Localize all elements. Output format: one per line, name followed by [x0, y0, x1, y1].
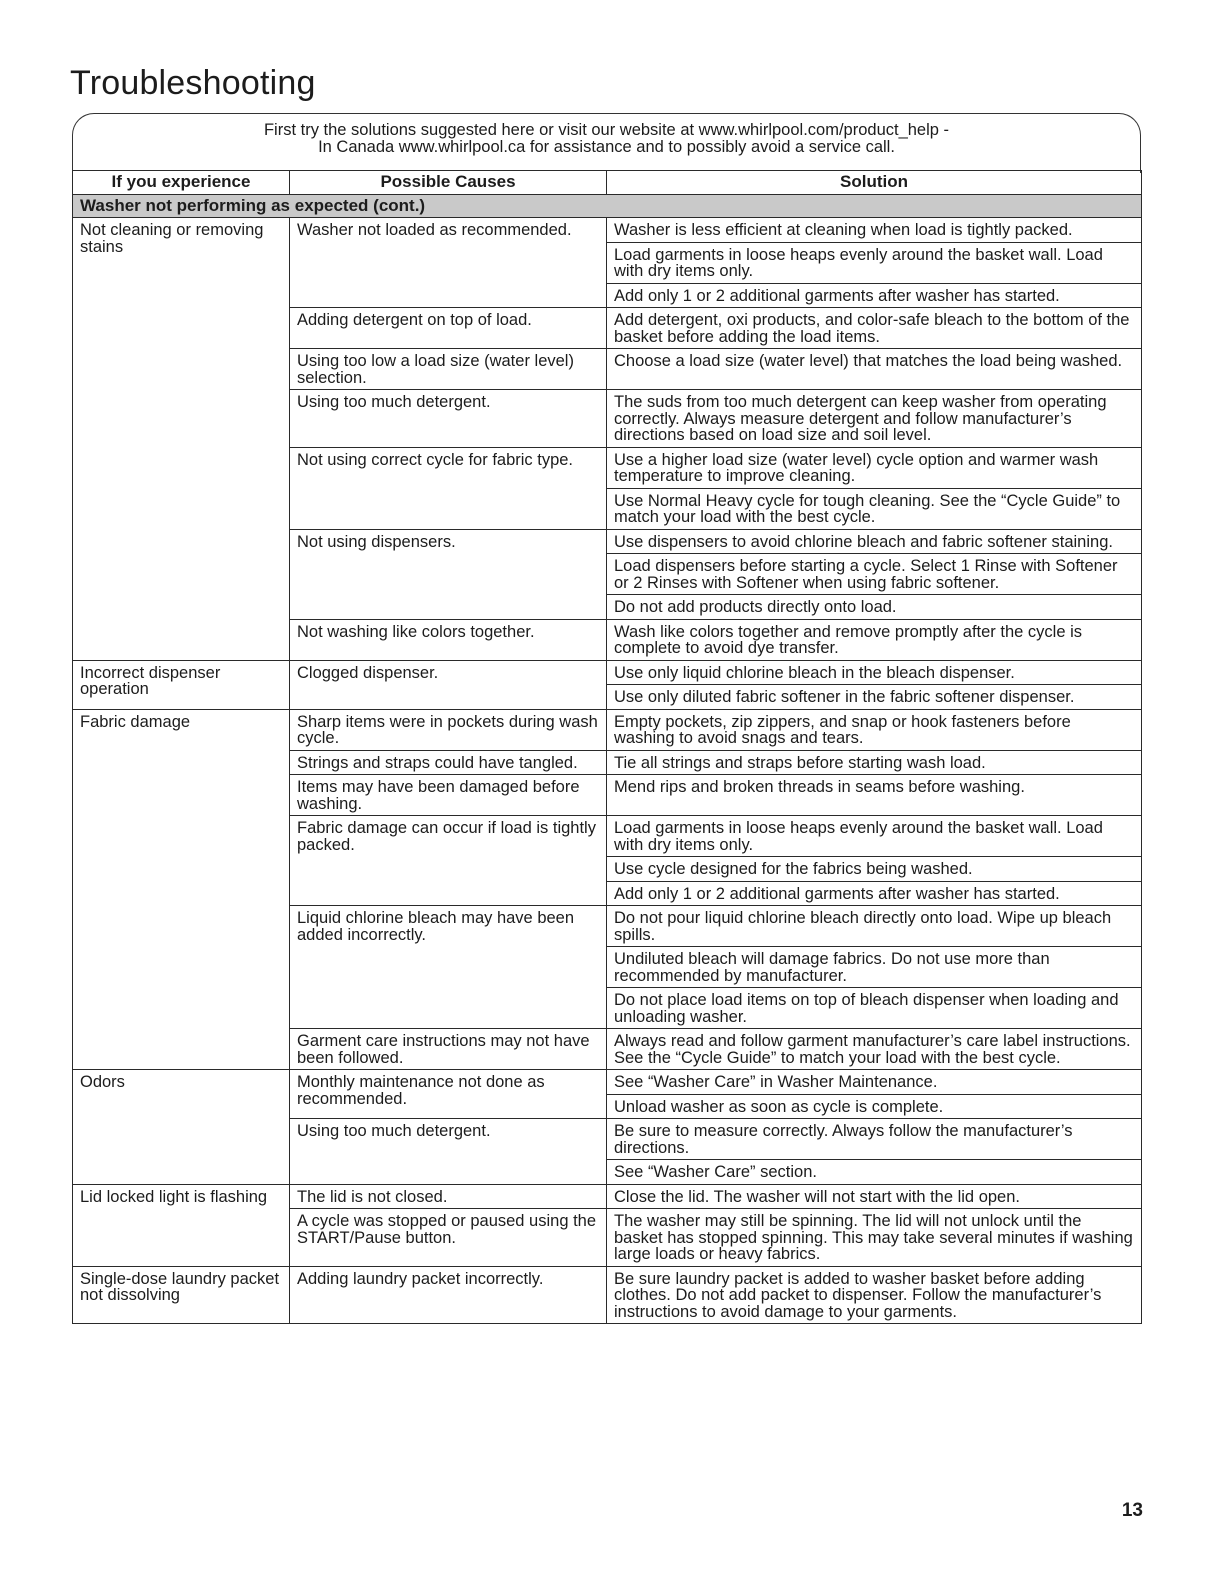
- solution-cell: Do not place load items on top of bleach dispenser when loading and unloading washer.: [607, 988, 1142, 1029]
- intro-line-1: First try the solutions suggested here or visit our website at www.whirlpool.com/product_help -: [263, 121, 950, 139]
- table-header-row: [73, 171, 1142, 195]
- problem-cell: Not cleaning or removing stains: [73, 218, 290, 661]
- cause-cell: Garment care instructions may not have been followed.: [290, 1029, 607, 1070]
- section-title: Washer not performing as expected (cont.): [73, 194, 1142, 218]
- solution-cell: Wash like colors together and remove promptly after the cycle is complete to avoid dye transfer.: [607, 619, 1142, 660]
- problem-cell: Fabric damage: [73, 709, 290, 1070]
- solution-cell: Be sure to measure correctly. Always follow the manufacturer’s directions.: [607, 1119, 1142, 1160]
- cause-cell: Not using correct cycle for fabric type.: [290, 447, 607, 529]
- solution-cell: Empty pockets, zip zippers, and snap or hook fasteners before washing to avoid snags and tears.: [607, 709, 1142, 750]
- cause-cell: Sharp items were in pockets during wash cycle.: [290, 709, 607, 750]
- header-solution: Solution: [607, 171, 1142, 195]
- table-body: [73, 194, 1142, 1324]
- cause-cell: Items may have been damaged before washing.: [290, 775, 607, 816]
- header-possible-causes: Possible Causes: [290, 171, 607, 195]
- cause-cell: Adding detergent on top of load.: [290, 308, 607, 349]
- solution-cell: Washer is less efficient at cleaning when load is tightly packed.: [607, 218, 1142, 243]
- cause-cell: Liquid chlorine bleach may have been added incorrectly.: [290, 906, 607, 1029]
- solution-cell: Mend rips and broken threads in seams before washing.: [607, 775, 1142, 816]
- solution-cell: See “Washer Care” section.: [607, 1160, 1142, 1185]
- intro-line-2: In Canada www.whirlpool.ca for assistance and to possibly avoid a service call.: [318, 138, 895, 156]
- solution-cell: Undiluted bleach will damage fabrics. Do not use more than recommended by manufacturer.: [607, 947, 1142, 988]
- table-row: [73, 1266, 1142, 1324]
- page-number: 13: [1121, 1500, 1143, 1521]
- solution-cell: Load dispensers before starting a cycle. Select 1 Rinse with Softener or 2 Rinses with Softener when using fabric softener.: [607, 554, 1142, 595]
- solution-cell: Use Normal Heavy cycle for tough cleaning. See the “Cycle Guide” to match your load with the best cycle.: [607, 488, 1142, 529]
- cause-cell: Using too much detergent.: [290, 390, 607, 448]
- cause-cell: A cycle was stopped or paused using the START/Pause button.: [290, 1209, 607, 1267]
- solution-cell: Use only diluted fabric softener in the fabric softener dispenser.: [607, 685, 1142, 710]
- cause-cell: Washer not loaded as recommended.: [290, 218, 607, 308]
- solution-cell: Use dispensers to avoid chlorine bleach and fabric softener staining.: [607, 529, 1142, 554]
- solution-cell: Do not add products directly onto load.: [607, 595, 1142, 620]
- table-row: [73, 218, 1142, 243]
- table-row: [73, 660, 1142, 685]
- solution-cell: Add only 1 or 2 additional garments after washer has started.: [607, 283, 1142, 308]
- section-row: [73, 194, 1142, 218]
- solution-cell: See “Washer Care” in Washer Maintenance.: [607, 1070, 1142, 1095]
- header-if-you-experience: If you experience: [73, 171, 290, 195]
- cause-cell: Strings and straps could have tangled.: [290, 750, 607, 775]
- solution-cell: Tie all strings and straps before starting wash load.: [607, 750, 1142, 775]
- solution-cell: Always read and follow garment manufacturer’s care label instructions. See the “Cycle Guide” to match your load with the best cycle.: [607, 1029, 1142, 1070]
- problem-cell: Incorrect dispenser operation: [73, 660, 290, 709]
- page-title: Troubleshooting: [70, 64, 316, 102]
- solution-cell: Choose a load size (water level) that matches the load being washed.: [607, 349, 1142, 390]
- cause-cell: Fabric damage can occur if load is tightly packed.: [290, 816, 607, 906]
- solution-cell: The washer may still be spinning. The lid will not unlock until the basket has stopped spinning. This may take several minutes if washing large loads or heavy fabrics.: [607, 1209, 1142, 1267]
- solution-cell: Do not pour liquid chlorine bleach directly onto load. Wipe up bleach spills.: [607, 906, 1142, 947]
- table-row: [73, 709, 1142, 750]
- solution-cell: Add only 1 or 2 additional garments after washer has started.: [607, 881, 1142, 906]
- cause-cell: Monthly maintenance not done as recommended.: [290, 1070, 607, 1119]
- solution-cell: Add detergent, oxi products, and color-safe bleach to the bottom of the basket before adding the load items.: [607, 308, 1142, 349]
- table-row: [73, 1070, 1142, 1095]
- solution-cell: Unload washer as soon as cycle is complete.: [607, 1094, 1142, 1119]
- solution-cell: Use cycle designed for the fabrics being washed.: [607, 857, 1142, 882]
- table-row: [73, 1184, 1142, 1209]
- solution-cell: Use only liquid chlorine bleach in the bleach dispenser.: [607, 660, 1142, 685]
- solution-cell: Load garments in loose heaps evenly around the basket wall. Load with dry items only.: [607, 242, 1142, 283]
- solution-cell: Be sure laundry packet is added to washer basket before adding clothes. Do not add packet to dispenser. Follow the manufacturer’s instructions to avoid damage to your garments.: [607, 1266, 1142, 1324]
- solution-cell: Load garments in loose heaps evenly around the basket wall. Load with dry items only.: [607, 816, 1142, 857]
- problem-cell: Lid locked light is flashing: [73, 1184, 290, 1266]
- cause-cell: Using too much detergent.: [290, 1119, 607, 1185]
- intro-text: [72, 122, 1141, 156]
- troubleshooting-table: [72, 170, 1142, 1324]
- cause-cell: Clogged dispenser.: [290, 660, 607, 709]
- solution-cell: The suds from too much detergent can keep washer from operating correctly. Always measure detergent and follow manufacturer’s directions based on load size and soil level.: [607, 390, 1142, 448]
- cause-cell: Not washing like colors together.: [290, 619, 607, 660]
- solution-cell: Close the lid. The washer will not start with the lid open.: [607, 1184, 1142, 1209]
- cause-cell: The lid is not closed.: [290, 1184, 607, 1209]
- cause-cell: Using too low a load size (water level) selection.: [290, 349, 607, 390]
- cause-cell: Adding laundry packet incorrectly.: [290, 1266, 607, 1324]
- problem-cell: Odors: [73, 1070, 290, 1185]
- solution-cell: Use a higher load size (water level) cycle option and warmer wash temperature to improve cleaning.: [607, 447, 1142, 488]
- cause-cell: Not using dispensers.: [290, 529, 607, 619]
- problem-cell: Single-dose laundry packet not dissolving: [73, 1266, 290, 1324]
